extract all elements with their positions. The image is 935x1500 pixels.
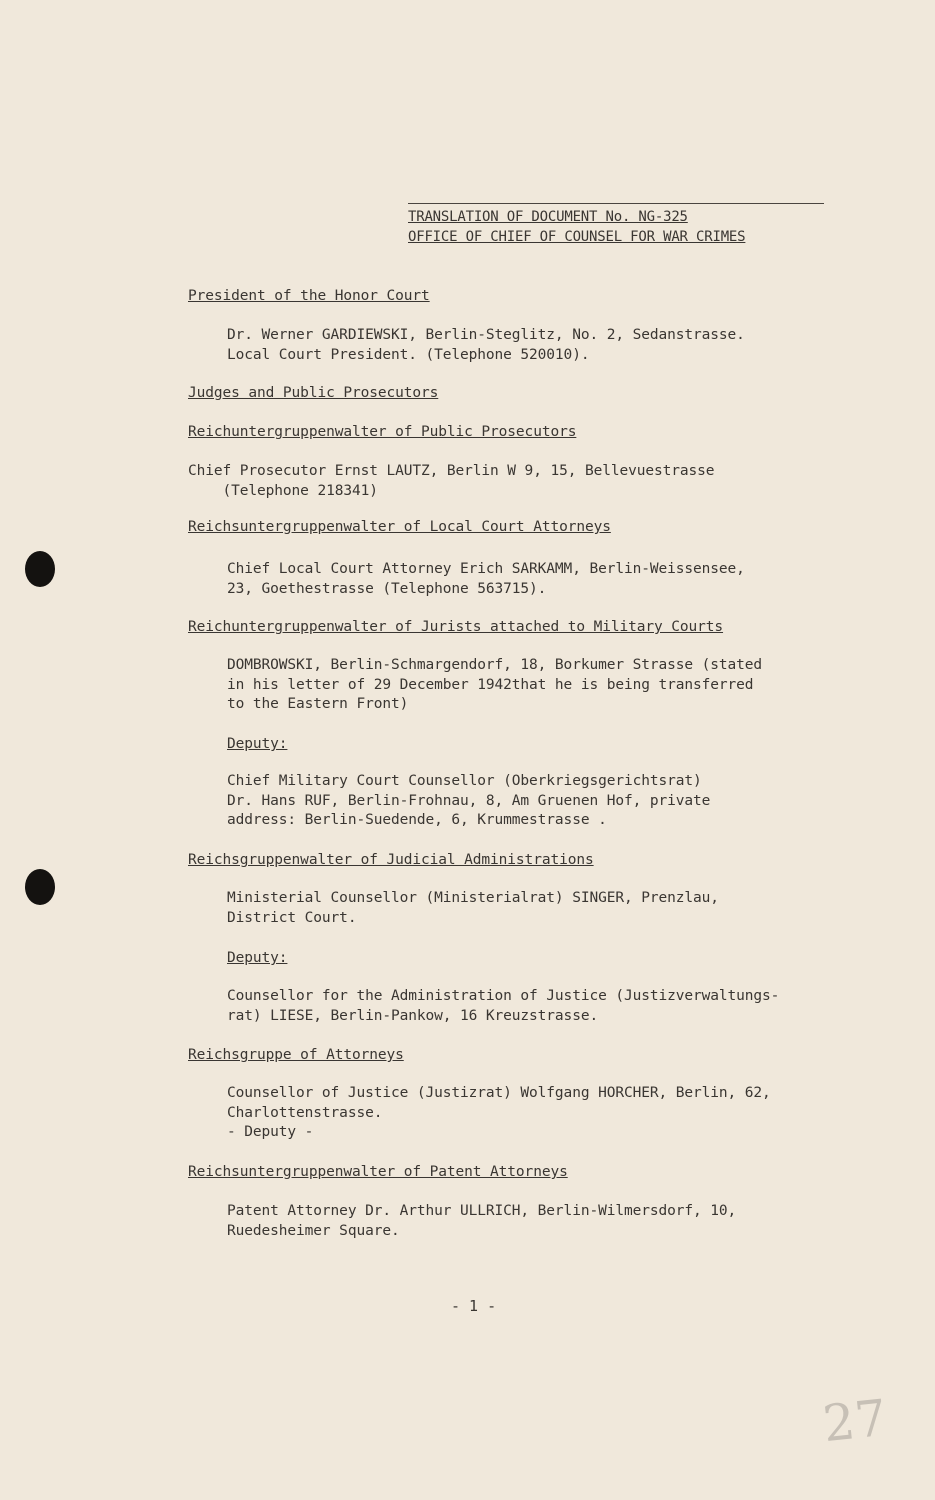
header-line-2: OFFICE OF CHIEF OF COUNSEL FOR WAR CRIMES xyxy=(408,229,746,245)
text-line: Dr. Hans RUF, Berlin-Frohnau, 8, Am Gruenen Hof, private xyxy=(227,792,711,809)
section-heading: Deputy: xyxy=(227,950,288,966)
section-heading: President of the Honor Court xyxy=(188,288,430,304)
header-line-1: TRANSLATION OF DOCUMENT No. NG-325 xyxy=(408,209,688,225)
section-text xyxy=(227,560,745,599)
text-line: Ruedesheimer Square. xyxy=(227,1222,400,1239)
text-line: rat) LIESE, Berlin-Pankow, 16 Kreuzstrasse. xyxy=(227,1007,599,1024)
text-line: in his letter of 29 December 1942that he is being transferred xyxy=(227,676,754,693)
text-line: (Telephone 218341) xyxy=(188,482,378,499)
text-line: 23, Goethestrasse (Telephone 563715). xyxy=(227,580,547,597)
section-text xyxy=(227,326,745,365)
text-line: DOMBROWSKI, Berlin-Schmargendorf, 18, Borkumer Strasse (stated xyxy=(227,657,763,673)
text-line: Ministerial Counsellor (Ministerialrat) SINGER, Prenzlau, xyxy=(227,890,719,906)
punch-hole-top xyxy=(25,551,55,587)
section-heading: Reichuntergruppenwalter of Jurists attached to Military Courts xyxy=(188,619,724,635)
punch-hole-bottom xyxy=(25,869,55,905)
section-text xyxy=(188,462,714,501)
text-line: Local Court President. (Telephone 520010). xyxy=(227,346,590,363)
text-line: to the Eastern Front) xyxy=(227,696,409,712)
section-text xyxy=(227,656,762,715)
section-heading: Deputy: xyxy=(227,736,288,752)
section-heading: Reichsuntergruppenwalter of Patent Attorneys xyxy=(188,1164,568,1180)
text-line: Patent Attorney Dr. Arthur ULLRICH, Berlin-Wilmersdorf, 10, xyxy=(227,1203,737,1219)
text-line: Dr. Werner GARDIEWSKI, Berlin-Steglitz, No. 2, Sedanstrasse. xyxy=(227,327,745,343)
section-heading: Reichsgruppe of Attorneys xyxy=(188,1047,404,1063)
section-heading: Judges and Public Prosecutors xyxy=(188,385,439,401)
text-line: Charlottenstrasse. xyxy=(227,1104,383,1121)
text-line: Chief Military Court Counsellor (Oberkriegsgerichtsrat) xyxy=(227,773,702,789)
handwritten-page-mark: 27 xyxy=(820,1388,890,1454)
text-line: District Court. xyxy=(227,909,357,926)
text-line: address: Berlin-Suedende, 6, Krummestrasse . xyxy=(227,812,607,828)
section-text xyxy=(227,1202,736,1241)
section-heading: Reichuntergruppenwalter of Public Prosecutors xyxy=(188,424,577,440)
section-heading: Reichsgruppenwalter of Judicial Administrations xyxy=(188,852,594,868)
text-line: - Deputy - xyxy=(227,1124,314,1140)
page-number: - 1 - xyxy=(451,1297,497,1315)
document-header xyxy=(408,203,824,247)
text-line: Chief Local Court Attorney Erich SARKAMM, Berlin-Weissensee, xyxy=(227,561,745,577)
text-line: Chief Prosecutor Ernst LAUTZ, Berlin W 9, 15, Bellevuestrasse xyxy=(188,463,715,479)
section-text xyxy=(227,889,719,928)
section-text xyxy=(227,987,779,1026)
section-heading: Reichsuntergruppenwalter of Local Court Attorneys xyxy=(188,519,611,535)
section-text xyxy=(227,1084,771,1143)
text-line: Counsellor of Justice (Justizrat) Wolfgang HORCHER, Berlin, 62, xyxy=(227,1085,771,1101)
text-line: Counsellor for the Administration of Justice (Justizverwaltungs- xyxy=(227,988,780,1004)
section-text xyxy=(227,772,710,831)
